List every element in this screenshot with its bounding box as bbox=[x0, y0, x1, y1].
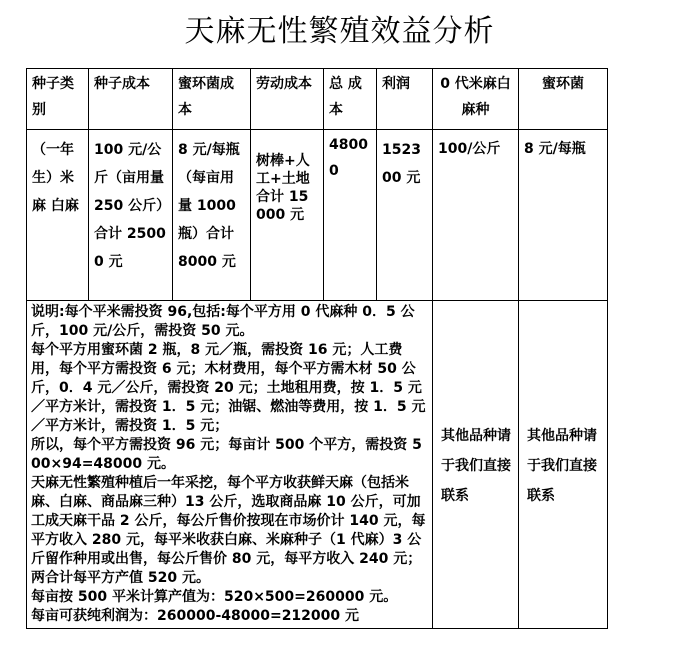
cell-seed-cost: 100 元/公斤（亩用量 250 公斤）合计 25000 元 bbox=[89, 130, 173, 301]
header-seed-type: 种子类别 bbox=[27, 69, 89, 130]
table-header-row bbox=[27, 69, 608, 130]
note-line: 天麻无性繁殖种植后一年采挖，每个平方收获鲜天麻（包括米麻、白麻、商品麻三种）13 公斤，选取商品麻 10 公斤，可加工成天麻干品 2 公斤，每公斤售价按现在市场价计 140 元，每平方收入 280 元，每平米收获白麻、米麻种子（1 代麻）3 公斤留作种用或出售，每公斤售价 80 元，每平方收入 240 元；两合计每平方产值 520 元。 bbox=[31, 475, 426, 586]
cell-seed-type: （一年生）米麻 白麻 bbox=[27, 130, 89, 301]
header-seed-variety: 0 代米麻白麻种 bbox=[433, 69, 519, 130]
table-row bbox=[27, 130, 608, 301]
note-line: 说明:每个平米需投资 96,包括:每个平方用 0 代麻种 0．5 公斤，100 元/公斤，需投资 50 元。 bbox=[31, 304, 415, 339]
table-notes-row bbox=[27, 301, 608, 629]
benefit-analysis-table bbox=[26, 68, 608, 629]
cell-total-cost: 48000 bbox=[324, 130, 377, 301]
note-line: 每亩按 500 平米计算产值为：520×500=260000 元。 bbox=[31, 589, 398, 605]
cell-seed-price: 100/公斤 bbox=[433, 130, 519, 301]
cell-fungus-price: 8 元/每瓶 bbox=[519, 130, 608, 301]
cell-fungus-cost: 8 元/每瓶（每亩用量 1000 瓶）合计 8000 元 bbox=[173, 130, 251, 301]
contact-cell-fungus: 其他品种请于我们直接联系 bbox=[519, 301, 608, 629]
note-line: 所以，每个平方需投资 96 元；每亩计 500 个平方，需投资 500×94=48000 元。 bbox=[31, 437, 422, 472]
note-line: 每个平方用蜜环菌 2 瓶，8 元／瓶，需投资 16 元；人工费用，每个平方需投资 6 元；木材费用，每个平方需木材 50 公斤，0．4 元／公斤，需投资 20 元；土地租用费，按 1．5 元／平方米计，需投资 1．5 元；油锯、燃油等费用，按 1．5 元／平方米计，需投资 1．5 元； bbox=[31, 342, 426, 434]
header-fungus-cost: 蜜环菌成本 bbox=[173, 69, 251, 130]
cell-profit: 152300 元 bbox=[377, 130, 433, 301]
header-profit: 利润 bbox=[377, 69, 433, 130]
header-total-cost: 总 成本 bbox=[324, 69, 377, 130]
header-seed-cost: 种子成本 bbox=[89, 69, 173, 130]
notes-cell bbox=[27, 301, 433, 629]
header-fungus: 蜜环菌 bbox=[519, 69, 608, 130]
note-line: 每亩可获纯利润为：260000-48000=212000 元 bbox=[31, 608, 360, 624]
cell-labor-cost: 树棒+人工+土地合计 15000 元 bbox=[251, 130, 324, 301]
page-title: 天麻无性繁殖效益分析 bbox=[184, 14, 495, 49]
header-labor-cost: 劳动成本 bbox=[251, 69, 324, 130]
contact-cell-variety: 其他品种请于我们直接联系 bbox=[433, 301, 519, 629]
